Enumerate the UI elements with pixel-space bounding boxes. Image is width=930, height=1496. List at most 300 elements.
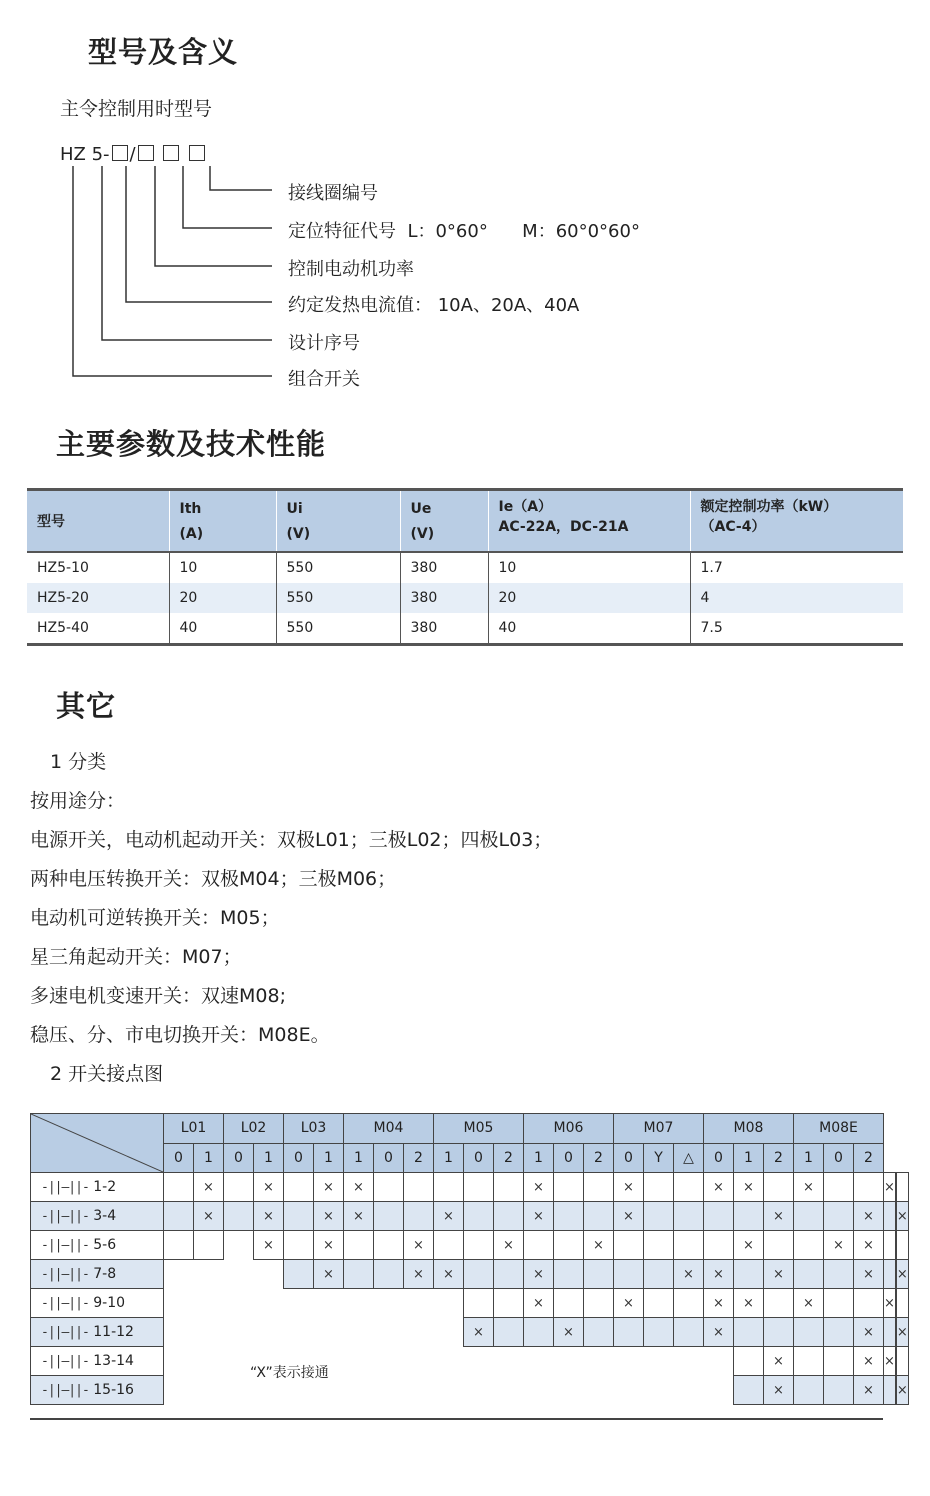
empty-area — [524, 1347, 554, 1376]
usage-line-2: 两种电压转换开关：双极M04；三极M06； — [30, 868, 397, 890]
usage-line-6: 稳压、分、市电切换开关：M08E。 — [30, 1024, 330, 1046]
contact-cell — [584, 1318, 614, 1347]
contact-cell — [764, 1173, 794, 1202]
contact-cell — [554, 1173, 584, 1202]
contact-closed-mark: × — [704, 1173, 734, 1202]
empty-area — [434, 1289, 464, 1318]
contact-cell — [884, 1260, 896, 1289]
contact-cell — [374, 1231, 404, 1260]
empty-area — [644, 1376, 674, 1405]
table-cell: 380 — [400, 552, 488, 583]
empty-area — [314, 1289, 344, 1318]
usage-line-3: 电动机可逆转换开关：M05； — [30, 907, 280, 929]
contact-closed-mark: × — [704, 1318, 734, 1347]
contact-closed-mark: × — [464, 1318, 494, 1347]
contact-cell — [896, 1347, 908, 1376]
contact-closed-mark: × — [704, 1260, 734, 1289]
contact-cell — [644, 1231, 674, 1260]
contact-closed-mark: × — [314, 1231, 344, 1260]
contact-closed-mark: × — [194, 1202, 224, 1231]
empty-area — [644, 1347, 674, 1376]
contact-cell — [584, 1289, 614, 1318]
table-row — [27, 613, 903, 645]
switch-type-header: M08 — [704, 1114, 794, 1144]
contact-diagram-table — [30, 1113, 909, 1405]
contact-cell — [464, 1289, 494, 1318]
empty-area — [224, 1318, 254, 1347]
classification-heading: 1 分类 — [50, 751, 107, 773]
contact-cell — [284, 1231, 314, 1260]
empty-area — [704, 1376, 734, 1405]
position-header: 2 — [764, 1143, 794, 1173]
empty-area — [194, 1318, 224, 1347]
table-cell: 4 — [690, 583, 903, 613]
contact-closed-mark: × — [854, 1231, 884, 1260]
contact-diagram-heading: 2 开关接点图 — [50, 1063, 164, 1085]
contact-cell — [614, 1260, 644, 1289]
contact-closed-mark: × — [524, 1202, 554, 1231]
contact-cell — [896, 1173, 908, 1202]
contact-closed-mark: × — [254, 1231, 284, 1260]
empty-area — [254, 1289, 284, 1318]
empty-area — [314, 1318, 344, 1347]
legend-thermal-current: 约定发热电流值： 10A、20A、40A — [288, 295, 580, 316]
contact-cell — [554, 1289, 584, 1318]
contact-pair-label — [31, 1289, 164, 1318]
empty-area — [434, 1376, 464, 1405]
contact-cell — [794, 1376, 824, 1405]
contact-cell — [896, 1289, 908, 1318]
contact-symbol-icon: -||—||- — [41, 1296, 89, 1311]
usage-line-1: 电源开关，电动机起动开关：双极L01；三极L02；四极L03； — [30, 829, 553, 851]
contact-cell — [464, 1202, 494, 1231]
contact-row — [31, 1289, 909, 1318]
empty-area — [494, 1347, 524, 1376]
contact-pair-label — [31, 1173, 164, 1202]
contact-closed-mark: × — [764, 1347, 794, 1376]
contact-cell — [674, 1173, 704, 1202]
contact-cell — [674, 1318, 704, 1347]
switch-type-header: L01 — [164, 1114, 224, 1144]
switch-type-header: M05 — [434, 1114, 524, 1144]
empty-area — [224, 1289, 254, 1318]
contact-closed-mark: × — [896, 1260, 908, 1289]
model-subtitle: 主令控制用时型号 — [60, 98, 213, 120]
position-header: 2 — [854, 1143, 884, 1173]
empty-area — [164, 1289, 194, 1318]
switch-type-header: M08E — [794, 1114, 884, 1144]
empty-area — [494, 1376, 524, 1405]
empty-area — [464, 1347, 494, 1376]
position-header: Y — [644, 1143, 674, 1173]
table-cell: 40 — [169, 613, 276, 645]
table-cell: 380 — [400, 613, 488, 645]
position-header: 0 — [824, 1143, 854, 1173]
usage-line-0: 按用途分： — [30, 790, 126, 812]
position-header: 0 — [614, 1143, 644, 1173]
contact-cell — [224, 1202, 254, 1231]
empty-area — [344, 1318, 374, 1347]
contact-cell — [494, 1289, 524, 1318]
contact-closed-mark: × — [764, 1260, 794, 1289]
contact-closed-mark: × — [434, 1260, 464, 1289]
contact-cell — [734, 1347, 764, 1376]
contact-closed-mark: × — [884, 1289, 896, 1318]
table-row — [27, 552, 903, 583]
contact-symbol-icon: -||—||- — [41, 1325, 89, 1340]
model-code-connector-lines — [0, 0, 300, 400]
position-header: 0 — [704, 1143, 734, 1173]
contact-row — [31, 1173, 909, 1202]
empty-area — [554, 1347, 584, 1376]
contact-closed-mark: × — [434, 1202, 464, 1231]
contact-closed-mark: × — [884, 1347, 896, 1376]
contact-cell — [584, 1173, 614, 1202]
contact-cell — [494, 1173, 524, 1202]
table-row — [27, 583, 903, 613]
header-ui: Ui (V) — [276, 490, 400, 553]
contact-cell — [584, 1260, 614, 1289]
empty-area — [284, 1289, 314, 1318]
contact-pair-number: 1-2 — [93, 1179, 117, 1195]
contact-closed-mark: × — [614, 1173, 644, 1202]
contact-cell — [164, 1202, 194, 1231]
empty-area — [584, 1376, 614, 1405]
contact-closed-mark: × — [764, 1376, 794, 1405]
contact-closed-mark: × — [194, 1173, 224, 1202]
section-title-parameters: 主要参数及技术性能 — [56, 427, 327, 461]
table-cell: 1.7 — [700, 560, 723, 576]
contact-cell — [494, 1260, 524, 1289]
switch-type-header: L02 — [224, 1114, 284, 1144]
contact-cell — [554, 1231, 584, 1260]
empty-area — [344, 1289, 374, 1318]
contact-cell — [554, 1260, 584, 1289]
contact-closed-mark: × — [614, 1289, 644, 1318]
position-header: 1 — [734, 1143, 764, 1173]
contact-closed-mark: × — [524, 1289, 554, 1318]
table-cell: 20 — [169, 583, 276, 613]
contact-cell — [464, 1231, 494, 1260]
contact-cell — [794, 1318, 824, 1347]
position-header: 0 — [374, 1143, 404, 1173]
table-cell: 550 — [276, 583, 400, 613]
contact-cell — [884, 1376, 896, 1405]
contact-closed-mark: × — [494, 1231, 524, 1260]
contact-cell — [794, 1347, 824, 1376]
contact-closed-mark: × — [254, 1173, 284, 1202]
contact-cell — [734, 1260, 764, 1289]
contact-pair-number: 11-12 — [93, 1324, 134, 1340]
empty-area — [254, 1260, 284, 1289]
contact-closed-mark: × — [794, 1289, 824, 1318]
contact-row — [31, 1260, 909, 1289]
contact-cell — [284, 1202, 314, 1231]
contact-cell — [374, 1202, 404, 1231]
contact-symbol-icon: -||—||- — [41, 1267, 89, 1282]
contact-row — [31, 1376, 909, 1405]
contact-cell — [614, 1231, 644, 1260]
contact-closed-mark: × — [404, 1260, 434, 1289]
table-cell: 550 — [276, 552, 400, 583]
contact-cell — [524, 1318, 554, 1347]
contact-cell — [824, 1173, 854, 1202]
contact-closed-mark: × — [734, 1173, 764, 1202]
position-header: 1 — [314, 1143, 344, 1173]
contact-pair-number: 15-16 — [93, 1382, 134, 1398]
empty-area — [584, 1347, 614, 1376]
contact-closed-mark: × — [344, 1202, 374, 1231]
contact-cell — [644, 1289, 674, 1318]
empty-area — [344, 1376, 374, 1405]
contact-cell — [824, 1376, 854, 1405]
contact-pair-number: 13-14 — [93, 1353, 134, 1369]
contact-cell — [644, 1173, 674, 1202]
position-header: 0 — [224, 1143, 254, 1173]
empty-area — [344, 1347, 374, 1376]
contact-closed-mark: × — [404, 1231, 434, 1260]
empty-area — [164, 1376, 194, 1405]
legend-motor-power: 控制电动机功率 — [288, 259, 414, 280]
contact-cell — [404, 1173, 434, 1202]
header-rated-power: 额定控制功率（kW） （AC-4） — [690, 490, 903, 553]
contact-cell — [404, 1202, 434, 1231]
table-cell: 380 — [400, 583, 488, 613]
empty-area — [194, 1289, 224, 1318]
contact-cell — [164, 1231, 194, 1260]
legend-design-serial: 设计序号 — [288, 333, 360, 354]
contact-closed-mark: × — [884, 1173, 896, 1202]
contact-closed-mark: × — [584, 1231, 614, 1260]
contact-pair-label — [31, 1202, 164, 1231]
contact-closed-mark: × — [674, 1260, 704, 1289]
empty-area — [554, 1376, 584, 1405]
contact-pair-label — [31, 1318, 164, 1347]
section-title-other: 其它 — [56, 689, 117, 723]
contact-closed-mark: × — [524, 1173, 554, 1202]
table-cell: 20 — [488, 583, 690, 613]
empty-area — [374, 1318, 404, 1347]
contact-cell — [734, 1376, 764, 1405]
position-header: △ — [674, 1143, 704, 1173]
contact-closed-mark: × — [614, 1202, 644, 1231]
contact-cell — [164, 1173, 194, 1202]
contact-cell — [284, 1260, 314, 1289]
position-header: 2 — [494, 1143, 524, 1173]
empty-area — [164, 1318, 194, 1347]
contact-cell — [644, 1202, 674, 1231]
position-header: 2 — [404, 1143, 434, 1173]
empty-area — [254, 1318, 284, 1347]
usage-line-5: 多速电机变速开关：双速M08; — [30, 985, 286, 1007]
table-cell: 550 — [276, 613, 400, 645]
contact-cell — [374, 1260, 404, 1289]
contact-cell — [344, 1231, 374, 1260]
contact-symbol-icon: -||—||- — [41, 1209, 89, 1224]
contact-cell — [794, 1202, 824, 1231]
model-code-slash: / — [129, 144, 136, 165]
contact-note: “X”表示接通 — [250, 1365, 329, 1381]
contact-cell — [434, 1231, 464, 1260]
diagonal-line-icon — [31, 1114, 163, 1172]
contact-symbol-icon: -||—||- — [41, 1383, 89, 1398]
contact-closed-mark: × — [254, 1202, 284, 1231]
contact-cell — [734, 1202, 764, 1231]
contact-closed-mark: × — [896, 1318, 908, 1347]
contact-cell — [704, 1231, 734, 1260]
empty-area — [224, 1376, 254, 1405]
contact-cell — [644, 1260, 674, 1289]
contact-closed-mark: × — [344, 1173, 374, 1202]
empty-area — [224, 1347, 254, 1376]
empty-area — [164, 1260, 194, 1289]
switch-type-header: L03 — [284, 1114, 344, 1144]
contact-cell — [464, 1260, 494, 1289]
contact-cell — [494, 1318, 524, 1347]
contact-cell — [794, 1260, 824, 1289]
legend-coil-number: 接线圈编号 — [288, 183, 378, 204]
table-cell: HZ5-20 — [27, 583, 169, 613]
position-header: 1 — [194, 1143, 224, 1173]
contact-row — [31, 1202, 909, 1231]
contact-pair-label — [31, 1260, 164, 1289]
empty-area — [674, 1347, 704, 1376]
contact-closed-mark: × — [854, 1202, 884, 1231]
contact-cell — [434, 1173, 464, 1202]
contact-cell — [674, 1231, 704, 1260]
table-cell: 40 — [488, 613, 690, 645]
bottom-rule — [30, 1418, 883, 1420]
contact-symbol-icon: -||—||- — [41, 1354, 89, 1369]
contact-cell — [764, 1289, 794, 1318]
position-header: 1 — [524, 1143, 554, 1173]
empty-area — [224, 1231, 254, 1260]
table-cell: 10 — [488, 552, 690, 583]
empty-area — [374, 1289, 404, 1318]
contact-closed-mark: × — [734, 1289, 764, 1318]
contact-cell — [764, 1231, 794, 1260]
contact-closed-mark: × — [896, 1202, 908, 1231]
contact-closed-mark: × — [854, 1347, 884, 1376]
contact-closed-mark: × — [854, 1260, 884, 1289]
contact-cell — [764, 1318, 794, 1347]
contact-row — [31, 1231, 909, 1260]
empty-area — [404, 1376, 434, 1405]
parameter-table — [27, 488, 903, 646]
section-title-model: 型号及含义 — [88, 35, 239, 69]
contact-cell — [824, 1289, 854, 1318]
contact-row — [31, 1318, 909, 1347]
empty-area — [194, 1347, 224, 1376]
contact-cell — [224, 1173, 254, 1202]
contact-cell — [374, 1173, 404, 1202]
position-header: 1 — [344, 1143, 374, 1173]
table-cell: 10 — [169, 552, 276, 583]
empty-area — [404, 1318, 434, 1347]
contact-closed-mark: × — [704, 1289, 734, 1318]
contact-closed-mark: × — [824, 1231, 854, 1260]
contact-cell — [824, 1260, 854, 1289]
contact-cell — [884, 1202, 896, 1231]
contact-cell — [896, 1231, 908, 1260]
empty-area — [194, 1376, 224, 1405]
empty-area — [164, 1347, 194, 1376]
position-header: 1 — [794, 1143, 824, 1173]
position-header: 1 — [254, 1143, 284, 1173]
contact-row — [31, 1347, 909, 1376]
legend-combination-switch: 组合开关 — [288, 369, 360, 390]
legend-position-code: 定位特征代号 L：0°60° M：60°0°60° — [288, 221, 640, 242]
contact-cell — [524, 1231, 554, 1260]
contact-pair-label — [31, 1376, 164, 1405]
empty-area — [224, 1260, 254, 1289]
contact-cell — [674, 1202, 704, 1231]
empty-area — [434, 1318, 464, 1347]
header-model: 型号 — [27, 490, 169, 553]
contact-cell — [704, 1202, 734, 1231]
contact-cell — [494, 1202, 524, 1231]
contact-cell — [824, 1318, 854, 1347]
contact-closed-mark: × — [854, 1318, 884, 1347]
contact-cell — [644, 1318, 674, 1347]
switch-type-header: M07 — [614, 1114, 704, 1144]
contact-cell — [734, 1318, 764, 1347]
position-header: 2 — [584, 1143, 614, 1173]
empty-area — [404, 1289, 434, 1318]
contact-pair-number: 3-4 — [93, 1208, 117, 1224]
model-code-prefix: HZ 5- — [60, 144, 110, 165]
contact-cell — [674, 1289, 704, 1318]
empty-area — [434, 1347, 464, 1376]
empty-area — [464, 1376, 494, 1405]
contact-cell — [884, 1318, 896, 1347]
table-cell: HZ5-40 — [27, 613, 169, 645]
switch-type-header: M06 — [524, 1114, 614, 1144]
contact-closed-mark: × — [734, 1231, 764, 1260]
contact-closed-mark: × — [314, 1173, 344, 1202]
position-header: 0 — [284, 1143, 314, 1173]
contact-cell — [584, 1202, 614, 1231]
usage-line-4: 星三角起动开关：M07； — [30, 946, 242, 968]
contact-closed-mark: × — [794, 1173, 824, 1202]
contact-closed-mark: × — [554, 1318, 584, 1347]
empty-area — [374, 1376, 404, 1405]
contact-pair-number: 7-8 — [93, 1266, 117, 1282]
position-header: 1 — [434, 1143, 464, 1173]
header-ue: Ue (V) — [400, 490, 488, 553]
contact-closed-mark: × — [314, 1202, 344, 1231]
contact-cell — [284, 1173, 314, 1202]
position-header: 0 — [464, 1143, 494, 1173]
contact-cell — [194, 1231, 224, 1260]
contact-cell — [854, 1289, 884, 1318]
position-header: 0 — [164, 1143, 194, 1173]
contact-pair-number: 9-10 — [93, 1295, 126, 1311]
contact-closed-mark: × — [314, 1260, 344, 1289]
empty-area — [404, 1347, 434, 1376]
contact-cell — [824, 1202, 854, 1231]
contact-pair-label — [31, 1231, 164, 1260]
empty-area — [614, 1347, 644, 1376]
empty-area — [194, 1260, 224, 1289]
empty-area — [284, 1318, 314, 1347]
contact-cell — [884, 1231, 896, 1260]
contact-symbol-icon: -||—||- — [41, 1180, 89, 1195]
contact-cell — [464, 1173, 494, 1202]
contact-cell — [824, 1347, 854, 1376]
empty-area — [524, 1376, 554, 1405]
contact-closed-mark: × — [764, 1202, 794, 1231]
